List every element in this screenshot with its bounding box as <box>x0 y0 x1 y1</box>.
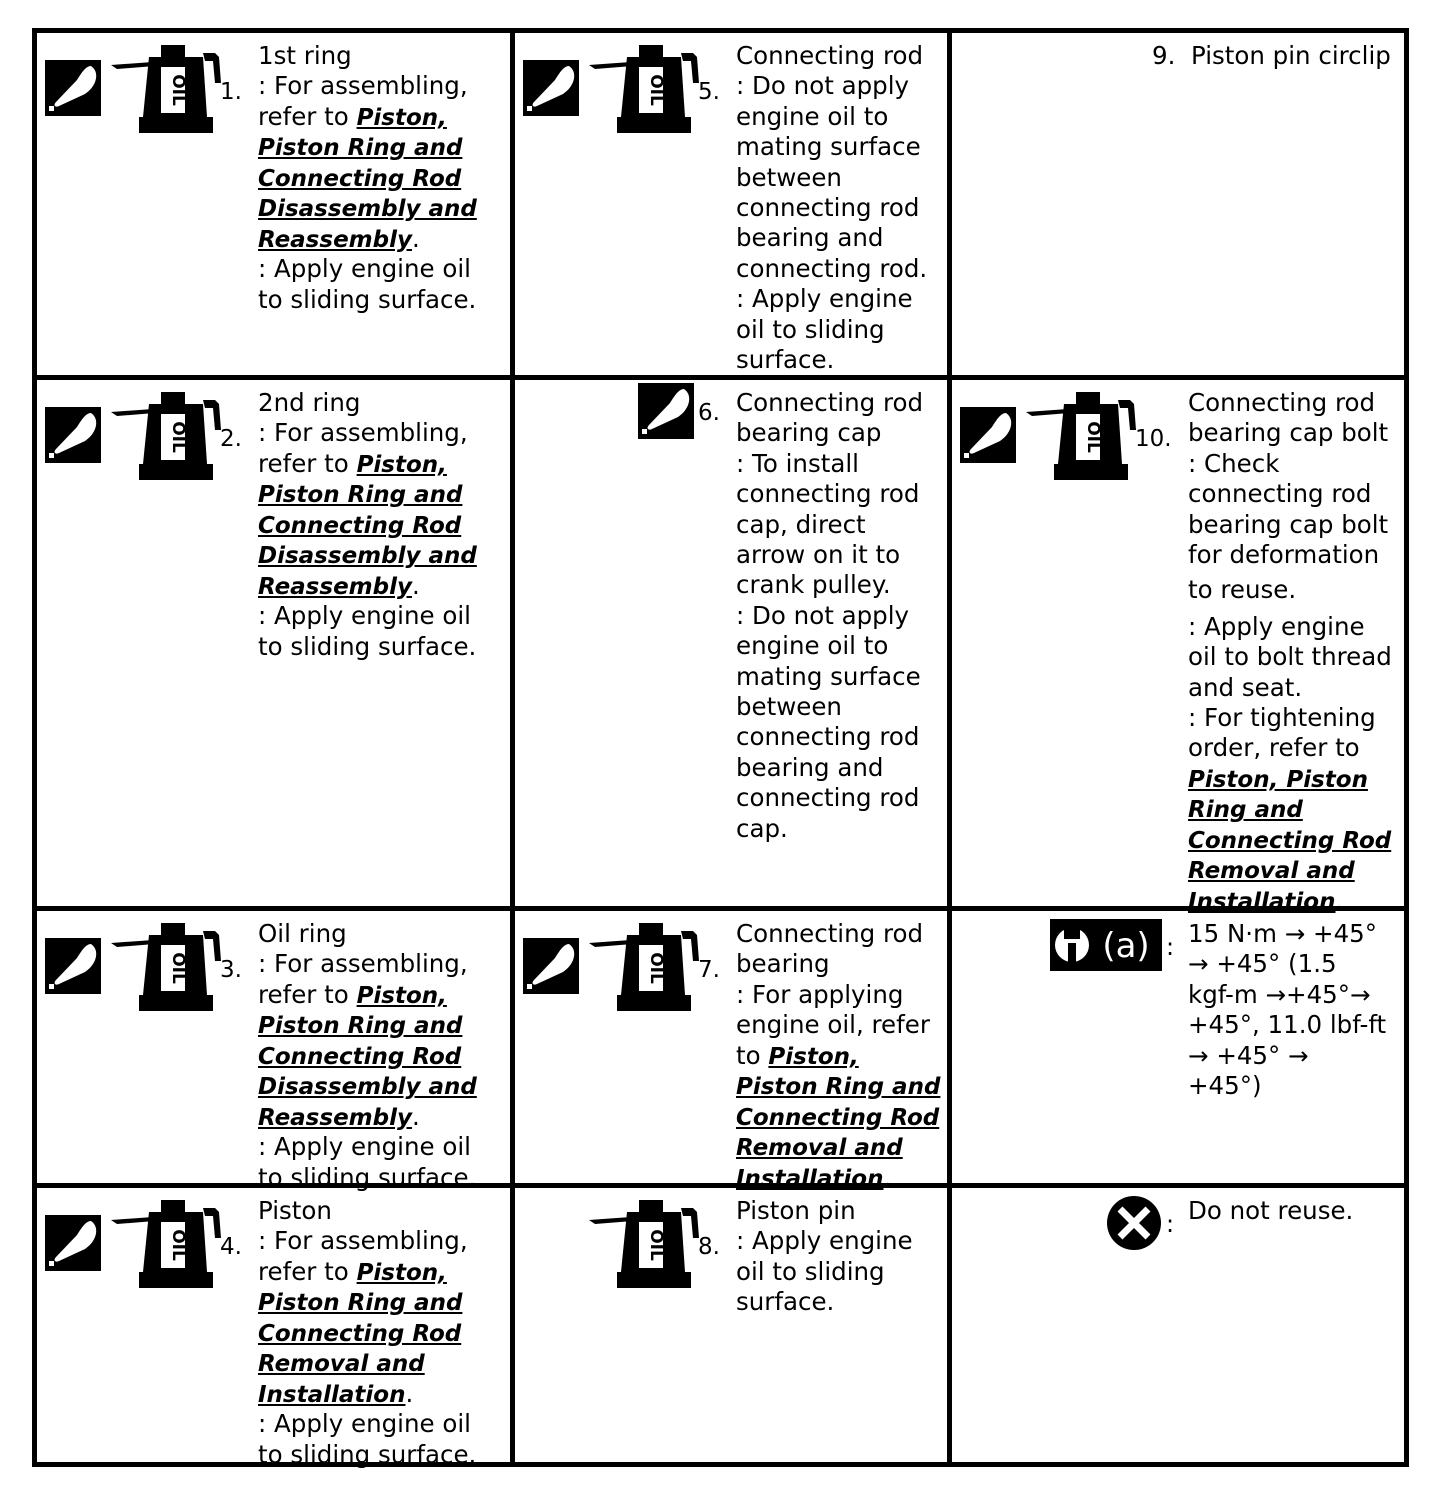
part-name: Piston <box>258 1196 332 1225</box>
procedure-link[interactable]: Ring and <box>1188 797 1303 824</box>
item-text-2: 2nd ring : For assembling, refer to Piston, Piston Ring and Connecting Rod Disassembly and Reassembly. : Apply engine oil to sliding surface. <box>258 388 477 661</box>
part-name: Connecting rod <box>736 41 924 70</box>
note-line: : Apply engine oil <box>258 254 471 284</box>
procedure-link[interactable]: Reassembly <box>258 573 412 600</box>
procedure-link[interactable]: Installation <box>1188 888 1336 915</box>
procedure-link[interactable]: Piston, <box>356 104 447 131</box>
item-text-5: Connecting rod : Do not apply engine oil to mating surface between connecting rod bearing and connecting rod. : Apply engine oil to sliding surface. <box>736 41 928 375</box>
procedure-link[interactable]: Piston, <box>356 982 447 1009</box>
grease-icon <box>523 60 579 116</box>
item-text-7: Connecting rod bearing : For applying engine oil, refer to Piston, Piston Ring and Connecting Rod Removal and Installation. <box>736 919 941 1192</box>
torque-symbol-label: (a) <box>1102 926 1150 966</box>
item-number: 1. <box>220 79 242 105</box>
procedure-link[interactable]: Piston, <box>356 1259 447 1286</box>
grease-icon <box>45 407 101 463</box>
item-cell-8 <box>513 1186 950 1465</box>
torque-spec: 15 N·m → +45° → +45° (1.5 kgf-m →+45°→ +45°, 11.0 lbf-ft → +45° → +45°) <box>1188 919 1387 1101</box>
procedure-link[interactable]: Piston, <box>356 451 447 478</box>
item-number: 9. <box>1152 41 1176 70</box>
item-text-1: 1st ring : For assembling, refer to Piston, Piston Ring and Connecting Rod Disassembly and Reassembly. : Apply engine oil to sliding surface. <box>258 41 477 314</box>
procedure-link[interactable]: Connecting Rod <box>258 1043 462 1070</box>
procedure-link[interactable]: Disassembly and <box>258 543 477 570</box>
torque-cell: (a) : 15 N·m → +45° → +45° (1.5 kgf-m →+45°→ +45°, 11.0 lbf-ft → +45° → +45°) <box>950 909 1407 1186</box>
procedure-link[interactable]: Connecting Rod <box>258 512 462 539</box>
procedure-link[interactable]: Connecting Rod <box>258 1320 462 1347</box>
oil-can-icon <box>109 1198 223 1290</box>
part-name: Piston pin circlip <box>1190 41 1391 70</box>
svg-text:OIL: OIL <box>168 952 188 984</box>
grease-icon <box>45 938 101 994</box>
procedure-link[interactable]: Removal and <box>1188 858 1355 885</box>
item-number: 10. <box>1135 426 1172 452</box>
grease-icon <box>45 1215 101 1271</box>
item-cell-1 <box>35 31 513 378</box>
procedure-link[interactable]: Disassembly and <box>258 196 477 223</box>
procedure-link[interactable]: Piston Ring and <box>258 482 463 509</box>
item-text-10: Connecting rod bearing cap bolt : Check connecting rod bearing cap bolt for deformation to reuse. : Apply engine oil to bolt thread and seat. : For tightening order, refer to Piston, Piston Ring and Connecting Rod Removal and Installation. <box>1188 388 1392 915</box>
oil-can-icon <box>587 43 701 135</box>
note-line: to sliding surface. <box>258 284 477 314</box>
no-reuse-cell: : Do not reuse. <box>950 1186 1407 1465</box>
procedure-link[interactable]: Piston Ring and <box>258 1290 463 1317</box>
oil-can-icon <box>109 43 223 135</box>
procedure-link[interactable]: Reassembly <box>258 1104 412 1131</box>
grease-icon <box>45 60 101 116</box>
procedure-link[interactable]: Piston Ring and <box>258 135 463 162</box>
procedure-link[interactable]: Reassembly <box>258 226 412 253</box>
item-number: 5. <box>698 79 720 105</box>
grease-icon <box>960 407 1016 463</box>
oil-can-icon <box>109 390 223 482</box>
procedure-link[interactable]: Removal and <box>258 1351 425 1378</box>
item-1-icons <box>45 43 223 135</box>
procedure-link[interactable]: Connecting Rod <box>1188 827 1392 854</box>
item-text-8: Piston pin : Apply engine oil to sliding surface. <box>736 1196 913 1317</box>
oil-can-icon <box>587 1198 701 1290</box>
procedure-link[interactable]: Connecting Rod <box>736 1104 940 1131</box>
item-number: 2. <box>220 426 242 452</box>
oil-can-icon <box>1024 390 1138 482</box>
oil-can-icon <box>587 921 701 1013</box>
svg-text:OIL: OIL <box>646 74 666 106</box>
no-reuse-text: Do not reuse. <box>1188 1196 1354 1225</box>
item-text-6: Connecting rod bearing cap : To install connecting rod cap, direct arrow on it to crank pulley. : Do not apply engine oil to mating surface between connecting rod bearing and connecting rod cap. <box>736 388 924 843</box>
torque-wrench-icon <box>1050 919 1162 971</box>
procedure-link[interactable]: Piston, <box>768 1043 859 1070</box>
legend-table <box>32 28 1409 1467</box>
part-name: Oil ring <box>258 919 347 948</box>
item-cell-4 <box>35 1186 513 1469</box>
procedure-link[interactable]: Removal and <box>736 1135 903 1162</box>
procedure-link[interactable]: Installation <box>736 1165 884 1192</box>
item-cell-7 <box>513 909 950 1192</box>
item-text-3: Oil ring : For assembling, refer to Piston, Piston Ring and Connecting Rod Disassembly and Reassembly. : Apply engine oil to sliding surface. <box>258 919 477 1192</box>
item-cell-10 <box>950 378 1407 915</box>
part-name: 1st ring <box>258 41 352 70</box>
procedure-link[interactable]: Piston Ring and <box>736 1074 941 1101</box>
procedure-link[interactable]: Disassembly and <box>258 1074 477 1101</box>
svg-text:OIL: OIL <box>1083 421 1103 453</box>
item-cell-6 <box>513 378 950 909</box>
grease-icon <box>523 938 579 994</box>
note-line: : For assembling, <box>258 71 468 101</box>
svg-text:OIL: OIL <box>168 74 188 106</box>
part-name: 2nd ring <box>258 388 361 417</box>
oil-can-icon <box>109 921 223 1013</box>
item-number: 8. <box>698 1234 720 1260</box>
svg-text:OIL: OIL <box>646 1229 666 1261</box>
procedure-link[interactable]: Piston, Piston <box>1188 766 1368 793</box>
grease-icon <box>638 383 694 439</box>
item-number: 7. <box>698 957 720 983</box>
procedure-link[interactable]: Connecting Rod <box>258 165 462 192</box>
item-text-4: Piston : For assembling, refer to Piston, Piston Ring and Connecting Rod Removal and Installation. : Apply engine oil to sliding surface. <box>258 1196 477 1469</box>
no-reuse-icon <box>1106 1195 1162 1251</box>
procedure-link[interactable]: Piston Ring and <box>258 1013 463 1040</box>
item-cell-2 <box>35 378 513 909</box>
item-cell-5 <box>513 31 950 378</box>
item-cell-3 <box>35 909 513 1192</box>
item-number: 3. <box>220 957 242 983</box>
procedure-link[interactable]: Installation <box>258 1381 406 1408</box>
item-text-9 <box>1152 41 1391 71</box>
item-number: 4. <box>220 1234 242 1260</box>
svg-text:OIL: OIL <box>168 1229 188 1261</box>
item-number: 6. <box>698 400 720 426</box>
svg-text:OIL: OIL <box>646 952 666 984</box>
item-cell-9 <box>950 31 1407 378</box>
svg-text:OIL: OIL <box>168 421 188 453</box>
note-line: refer to Piston, <box>258 101 447 131</box>
